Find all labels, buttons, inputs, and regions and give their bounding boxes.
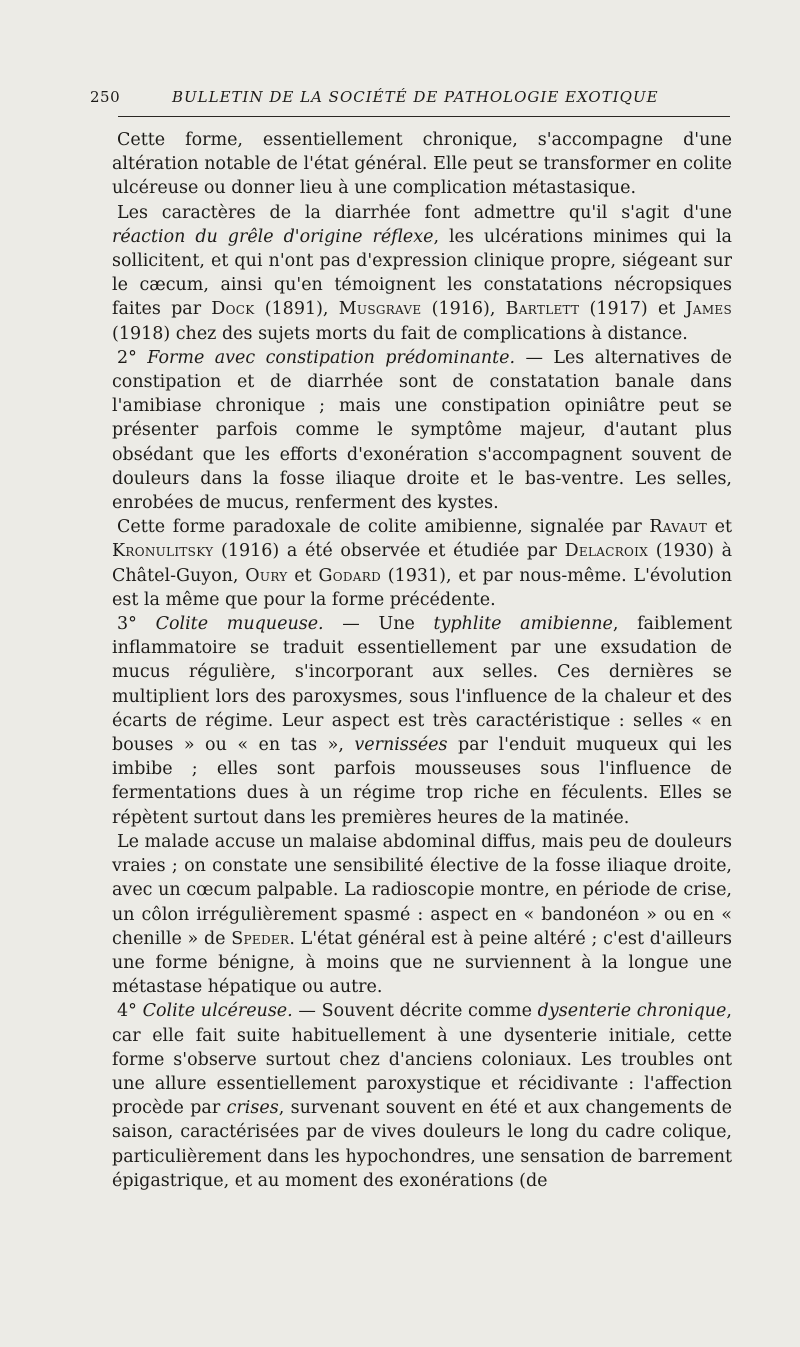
- author-name: Musgrave: [338, 299, 422, 320]
- italic-run: Colite ulcéreuse.: [142, 1001, 293, 1022]
- author-name: Oury: [245, 565, 288, 586]
- italic-run: crises: [226, 1098, 279, 1119]
- text-run: et: [707, 517, 732, 538]
- paragraph: [112, 612, 732, 830]
- text-run: Le malade accuse un malaise abdominal diffus, mais peu de douleurs vraies ; on constate une sensibilité élective de la fosse iliaque droite, avec un cœcum palpable. La radioscopie montre, en période de crise, un côlon irrégulièrement spasmé : aspect en « bandonéon » ou en « chenille » de: [112, 831, 732, 949]
- text-run: par l'enduit muqueux qui les imbibe ; elles sont parfois mousseuses sous l'influence de fermentations dues à un régime trop riche en féculents. Elles se répètent surtout dans les premières heures de la matinée.: [112, 735, 732, 828]
- text-run: — Une: [323, 614, 434, 635]
- author-name: James: [685, 299, 732, 320]
- author-name: Kronulitsky: [112, 541, 214, 562]
- page-header: [90, 88, 730, 112]
- text-run: — Les alternatives de constipation et de diarrhée sont de constatation banale dans l'amibiase chronique ; mais une constipation opiniâtre peut se présenter parfois comme le symptôme majeur, d'autant plus obsédant que les efforts d'exonération s'accompagnent souvent de douleurs dans la fosse iliaque droite et le bas-ventre. Les selles, enrobées de mucus, renferment des kystes.: [112, 347, 732, 514]
- running-title: BULLETIN DE LA SOCIÉTÉ DE PATHOLOGIE EXOTIQUE: [172, 88, 659, 106]
- text-run: (1918) chez des sujets morts du fait de complications à distance.: [112, 323, 688, 344]
- text-run: Cette forme paradoxale de colite amibienne, signalée par: [117, 517, 650, 538]
- paragraph: [112, 128, 732, 201]
- text-run: — Souvent décrite comme: [292, 1001, 538, 1022]
- text-run: , car elle fait suite habituellement à une dysenterie initiale, cette forme s'observe surtout chez d'anciens coloniaux. Les troubles ont une allure essentiellement paroxystique et récidivante : l'affection procède par: [112, 1001, 732, 1119]
- paragraph: [112, 515, 732, 612]
- text-run: 2°: [117, 347, 148, 368]
- text-run: Les caractères de la diarrhée font admettre qu'il s'agit d'une: [117, 202, 732, 223]
- paragraph: [112, 201, 732, 346]
- text-run: (1930) à Châtel-Guyon,: [112, 541, 732, 586]
- body-text: [112, 128, 732, 1193]
- text-run: (1931), et par nous-même. L'évolution est la même que pour la forme précédente.: [112, 565, 732, 610]
- text-run: et: [287, 565, 319, 586]
- text-run: , faiblement inflammatoire se traduit essentiellement par une exsudation de mucus régulière, s'incorporant aux selles. Ces dernières se multiplient lors des paroxysmes, sous l'influence de la chaleur et des écarts de régime. Leur aspect est très caractéristique : selles « en bouses » ou « en tas »,: [112, 614, 732, 756]
- italic-run: dysenterie chronique: [537, 1001, 727, 1022]
- text-run: (1916),: [421, 299, 506, 320]
- paragraph: [112, 346, 732, 515]
- text-run: 4°: [117, 1001, 143, 1022]
- author-name: Delacroix: [564, 541, 649, 562]
- text-run: , survenant souvent en été et aux changements de saison, caractérisées par de vives douleurs le long du cadre colique, particulièrement dans les hypochondres, une sensation de barrement épigastrique, et au moment des exonérations (de: [112, 1098, 732, 1191]
- author-name: Speder: [231, 928, 290, 949]
- page-number: 250: [90, 88, 121, 106]
- header-rule: [118, 116, 730, 117]
- paragraph: [112, 830, 732, 999]
- text-run: 3°: [117, 614, 156, 635]
- author-name: Dock: [211, 299, 255, 320]
- text-run: . L'état général est à peine altéré ; c'est d'ailleurs une forme bénigne, à moins que ne surviennent à la longue une métastase hépatique ou autre.: [112, 928, 732, 998]
- text-run: (1917) et: [579, 299, 686, 320]
- text-run: (1916) a été observée et étudiée par: [213, 541, 565, 562]
- author-name: Ravaut: [649, 517, 707, 538]
- italic-run: Colite muqueuse.: [155, 614, 324, 635]
- author-name: Godard: [318, 565, 382, 586]
- paragraph: [112, 999, 732, 1193]
- text-run: , les ulcérations minimes qui la sollicitent, et qui n'ont pas d'expression clinique propre, siégeant sur le cæcum, ainsi qu'en témoignent les constatations nécropsiques faites par: [112, 226, 732, 320]
- italic-run: Forme avec constipation prédominante.: [147, 347, 516, 368]
- text-run: Cette forme, essentiellement chronique, s'accompagne d'une altération notable de l'état général. Elle peut se transformer en colite ulcéreuse ou donner lieu à une complication métastasique.: [112, 130, 732, 199]
- italic-run: typhlite amibienne: [433, 614, 613, 635]
- italic-run: vernissées: [354, 735, 448, 756]
- text-run: (1891),: [254, 299, 339, 320]
- italic-run: réaction du grêle d'origine réflexe: [112, 226, 434, 247]
- author-name: Bartlett: [505, 299, 580, 320]
